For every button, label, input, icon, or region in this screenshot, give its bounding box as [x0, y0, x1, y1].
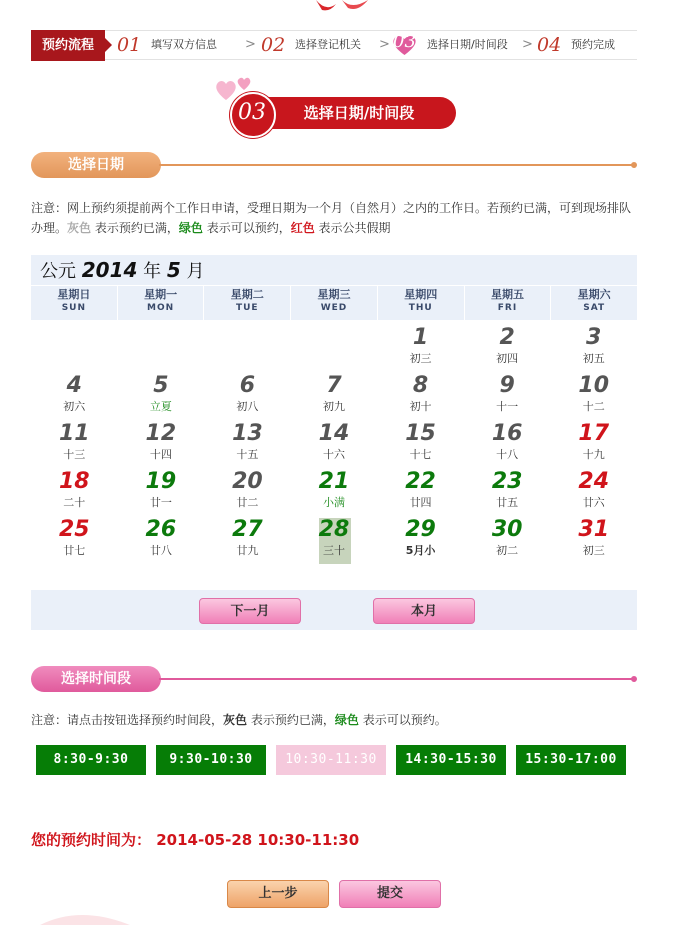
day-number: 6	[239, 373, 256, 398]
day-number: 3	[586, 325, 602, 350]
previous-step-button[interactable]: 上一步	[227, 880, 329, 908]
weekday-en: SAT	[583, 303, 606, 313]
day-number: 26	[145, 517, 177, 542]
legend-green-text: 表示可以预约。	[358, 713, 447, 727]
lunar-date: 十三	[63, 448, 86, 461]
lunar-date: 廿一	[149, 496, 172, 509]
day-number: 17	[578, 421, 610, 446]
day-number: 9	[499, 373, 515, 398]
calendar-month-unit: 月	[186, 261, 205, 282]
calendar-weekday-header	[31, 285, 637, 320]
lunar-date: 十二	[582, 400, 605, 413]
date-note-text: 注意：网上预约须提前两个工作日申请，受理日期为一个月（自然月）之内的工作日。若预约已满，可到现场排队办理。	[31, 201, 632, 235]
legend-green: 绿色	[334, 713, 359, 727]
calendar-day	[377, 420, 464, 468]
calendar-day	[377, 324, 464, 372]
calendar-day	[204, 372, 291, 420]
day-number: 11	[58, 421, 90, 446]
lunar-date: 5月小	[405, 544, 436, 557]
divider	[159, 678, 633, 680]
calendar-day	[31, 372, 118, 420]
lunar-date: 十八	[496, 448, 519, 461]
booking-result	[31, 829, 359, 850]
chevron-right-icon: >	[379, 37, 390, 52]
day-number: 18	[58, 469, 90, 494]
calendar-year: 2014	[81, 258, 138, 282]
calendar-day	[291, 420, 378, 468]
weekday-cn: 星期一	[144, 288, 178, 301]
day-number: 2	[499, 325, 515, 350]
lunar-date: 初四	[496, 352, 519, 365]
day-number: 20	[232, 469, 263, 494]
weekday-en: FRI	[497, 303, 518, 313]
divider-dot-icon	[631, 676, 637, 682]
lunar-date: 廿五	[496, 496, 519, 509]
divider-dot-icon	[631, 162, 637, 168]
steps-title: 预约流程	[31, 30, 105, 61]
day-number: 23	[491, 469, 523, 494]
calendar-day[interactable]	[118, 516, 205, 564]
booking-result-value: 2014-05-28 10:30-11:30	[156, 831, 360, 849]
booking-steps-bar	[31, 30, 637, 60]
lunar-date: 初十	[409, 400, 432, 413]
step-2-number: 02	[261, 34, 286, 56]
calendar-day	[31, 516, 118, 564]
calendar	[31, 255, 637, 564]
lunar-date: 十五	[236, 448, 259, 461]
calendar-day	[550, 420, 637, 468]
day-number: 13	[232, 421, 263, 446]
lunar-date: 立夏	[149, 400, 172, 413]
calendar-nav	[31, 590, 637, 630]
day-number: 24	[578, 469, 610, 494]
lunar-date: 初五	[582, 352, 605, 365]
calendar-day	[550, 324, 637, 372]
legend-gray: 灰色	[223, 713, 248, 727]
day-number: 14	[318, 421, 350, 446]
calendar-day	[550, 372, 637, 420]
weekday-header-cell	[378, 286, 465, 320]
legend-red: 红色	[290, 221, 315, 235]
lunar-date: 初八	[236, 400, 259, 413]
calendar-day[interactable]	[204, 516, 291, 564]
calendar-day	[118, 372, 205, 420]
lunar-date: 初九	[322, 400, 345, 413]
empty-day-cell	[118, 324, 205, 372]
empty-day-cell	[204, 324, 291, 372]
weekday-en: WED	[320, 303, 348, 313]
lunar-date: 二十	[63, 496, 86, 509]
calendar-day[interactable]	[291, 468, 378, 516]
weekday-header-cell	[465, 286, 552, 320]
step-4-number: 04	[537, 34, 562, 56]
day-number: 12	[145, 421, 177, 446]
weekday-header-cell	[204, 286, 291, 320]
date-section-header	[31, 152, 637, 178]
calendar-day	[464, 372, 551, 420]
calendar-day	[550, 516, 637, 564]
day-number: 27	[232, 517, 263, 542]
next-month-button[interactable]: 下一月	[199, 598, 301, 624]
lunar-date: 初三	[409, 352, 432, 365]
calendar-day	[377, 372, 464, 420]
day-number: 15	[405, 421, 436, 446]
empty-day-cell	[31, 324, 118, 372]
day-number: 16	[491, 421, 523, 446]
day-number: 5	[153, 373, 169, 398]
calendar-day[interactable]	[377, 468, 464, 516]
step-1-label: 填写双方信息	[151, 38, 217, 51]
lunar-date: 初二	[496, 544, 519, 557]
calendar-era: 公元	[40, 261, 76, 282]
lunar-date: 十六	[322, 448, 345, 461]
weekday-en: MON	[147, 303, 175, 313]
lunar-date: 廿九	[236, 544, 259, 557]
day-number: 30	[491, 517, 523, 542]
day-number: 31	[578, 517, 610, 542]
lunar-date: 廿七	[63, 544, 86, 557]
day-number: 21	[318, 469, 350, 494]
time-section-header	[31, 666, 637, 692]
chevron-right-icon: >	[245, 37, 256, 52]
weekday-cn: 星期五	[490, 288, 524, 301]
lunar-date: 廿八	[149, 544, 172, 557]
lunar-date: 十七	[409, 448, 432, 461]
day-number: 29	[405, 517, 436, 542]
step-3-number: 03	[393, 31, 416, 52]
booking-result-label: 您的预约时间为：	[31, 831, 152, 849]
step-2-label: 选择登记机关	[295, 38, 361, 51]
lunar-date: 廿六	[582, 496, 605, 509]
weekday-cn: 星期三	[317, 288, 351, 301]
time-slot-button[interactable]: 10:30-11:30	[276, 745, 386, 775]
calendar-title	[31, 255, 637, 285]
time-slot-button[interactable]: 14:30-15:30	[396, 745, 506, 775]
lunar-date: 十九	[582, 448, 605, 461]
lunar-date: 廿二	[236, 496, 259, 509]
calendar-day[interactable]	[464, 516, 551, 564]
lunar-date: 十一	[496, 400, 519, 413]
day-number: 10	[578, 373, 610, 398]
calendar-day	[204, 420, 291, 468]
calendar-grid	[31, 324, 637, 564]
current-step-number: 03	[238, 100, 266, 125]
time-slot-button[interactable]: 8:30-9:30	[36, 745, 146, 775]
weekday-header-cell	[118, 286, 205, 320]
calendar-day	[31, 420, 118, 468]
step-3-label: 选择日期/时间段	[427, 38, 508, 51]
day-number: 28	[318, 517, 350, 542]
legend-gray-text: 表示预约已满，	[247, 713, 335, 727]
lunar-date: 十四	[149, 448, 172, 461]
weekday-cn: 星期四	[404, 288, 438, 301]
lunar-date: 廿四	[409, 496, 432, 509]
day-number: 7	[326, 373, 342, 398]
weekday-header-cell	[551, 286, 637, 320]
lunar-date: 初六	[63, 400, 86, 413]
time-note	[31, 710, 637, 730]
time-note-text: 注意：请点击按钮选择预约时间段，	[31, 713, 224, 727]
date-section-title: 选择日期	[31, 152, 161, 178]
legend-red-text: 表示公共假期	[314, 221, 391, 235]
empty-day-cell	[291, 324, 378, 372]
submit-button[interactable]: 提交	[339, 880, 441, 908]
calendar-day	[550, 468, 637, 516]
weekday-cn: 星期日	[57, 288, 91, 301]
ribbon-decoration	[308, 0, 378, 12]
legend-gray-text: 表示预约已满，	[91, 221, 179, 235]
weekday-en: TUE	[235, 303, 259, 313]
weekday-cn: 星期六	[577, 288, 611, 301]
date-note	[31, 198, 637, 238]
calendar-day-selected[interactable]	[291, 516, 378, 564]
bottom-decoration	[40, 905, 160, 925]
current-step-label: 选择日期/时间段	[303, 104, 415, 122]
step-1-number: 01	[117, 34, 142, 56]
weekday-header-cell	[291, 286, 378, 320]
calendar-day	[204, 468, 291, 516]
time-slot-button[interactable]: 15:30-17:00	[516, 745, 626, 775]
calendar-day[interactable]	[464, 468, 551, 516]
day-number: 1	[412, 325, 429, 350]
lunar-date: 初三	[582, 544, 605, 557]
calendar-day[interactable]	[118, 468, 205, 516]
lunar-date: 小满	[322, 496, 345, 509]
divider	[159, 164, 633, 166]
calendar-day[interactable]	[377, 516, 464, 564]
calendar-year-unit: 年	[143, 261, 162, 282]
legend-green-text: 表示可以预约，	[202, 221, 291, 235]
time-section-title: 选择时间段	[31, 666, 161, 692]
calendar-day	[464, 420, 551, 468]
step-4-label: 预约完成	[571, 38, 615, 51]
time-slot-button[interactable]: 9:30-10:30	[156, 745, 266, 775]
weekday-cn: 星期二	[230, 288, 264, 301]
calendar-month: 5	[166, 258, 181, 282]
weekday-header-cell	[31, 286, 118, 320]
this-month-button[interactable]: 本月	[373, 598, 475, 624]
calendar-day	[31, 468, 118, 516]
day-number: 4	[66, 373, 82, 398]
chevron-right-icon: >	[522, 37, 533, 52]
day-number: 25	[58, 517, 90, 542]
calendar-day	[291, 372, 378, 420]
weekday-en: THU	[408, 303, 433, 313]
weekday-en: SUN	[61, 303, 87, 313]
lunar-date: 三十	[322, 544, 345, 557]
legend-green: 绿色	[178, 221, 203, 235]
day-number: 22	[405, 469, 436, 494]
day-number: 8	[412, 373, 429, 398]
day-number: 19	[145, 469, 177, 494]
legend-gray: 灰色	[67, 221, 92, 235]
calendar-day	[118, 420, 205, 468]
calendar-day	[464, 324, 551, 372]
